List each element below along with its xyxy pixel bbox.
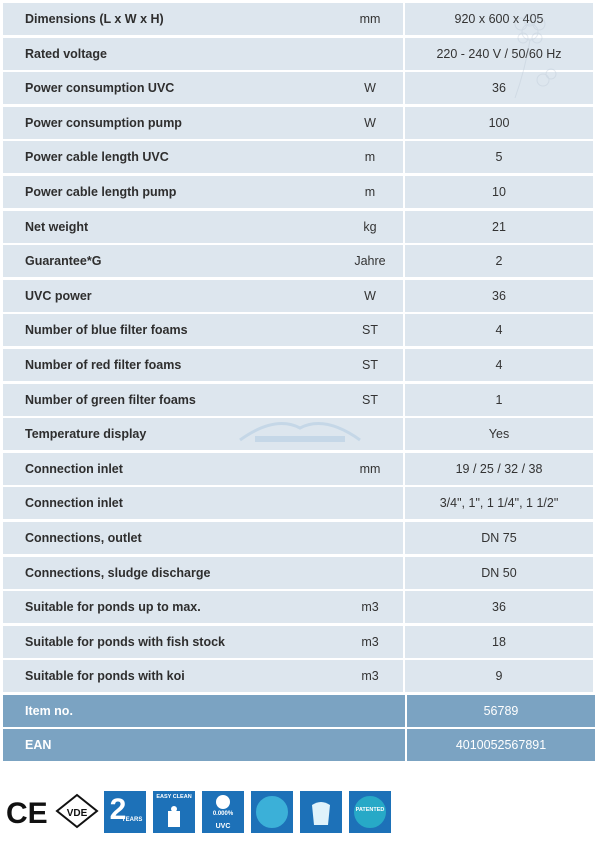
spec-rows <box>3 3 593 692</box>
spec-unit: Jahre <box>287 245 403 277</box>
spec-label: Number of red filter foams <box>3 349 287 381</box>
spec-label: Power consumption pump <box>3 107 287 139</box>
ean-value: 4010052567891 <box>405 729 595 761</box>
spec-label: Power cable length pump <box>3 176 287 208</box>
spec-unit: ST <box>287 384 403 416</box>
spec-value: 4 <box>405 314 593 346</box>
spec-row <box>3 591 593 623</box>
spec-value: 9 <box>405 660 593 692</box>
svg-text:VDE: VDE <box>66 808 88 819</box>
spec-label: UVC power <box>3 280 287 312</box>
easy-clean-badge-icon: EASY CLEAN <box>153 791 195 833</box>
spec-label: Number of blue filter foams <box>3 314 287 346</box>
spec-row <box>3 176 593 208</box>
spec-unit: m <box>287 176 403 208</box>
svg-text:CE: CE <box>6 797 48 830</box>
spec-unit: W <box>287 280 403 312</box>
spec-unit: mm <box>287 453 403 485</box>
spec-unit: mm <box>287 3 403 35</box>
spec-label: Suitable for ponds up to max. <box>3 591 287 623</box>
spec-row <box>3 487 593 519</box>
spec-row <box>3 245 593 277</box>
spec-label: Temperature display <box>3 418 287 450</box>
spec-label: Net weight <box>3 211 287 243</box>
brand-watermark-icon <box>235 410 365 450</box>
spec-row <box>3 557 593 589</box>
spec-value: 5 <box>405 141 593 173</box>
spec-label: Power consumption UVC <box>3 72 287 104</box>
flower-watermark-icon <box>495 10 565 100</box>
spec-label: Rated voltage <box>3 38 287 70</box>
uvc-badge-icon: 0.000% UVC <box>202 791 244 833</box>
spec-unit: m3 <box>287 591 403 623</box>
item-number-row <box>3 695 593 727</box>
certification-logos <box>5 789 400 835</box>
ce-mark-icon <box>5 789 51 835</box>
spec-row <box>3 453 593 485</box>
spec-unit <box>287 38 403 70</box>
spec-row <box>3 660 593 692</box>
spec-value: 3/4", 1", 1 1/4", 1 1/2" <box>405 487 593 519</box>
spec-value: 1 <box>405 384 593 416</box>
spec-unit <box>287 487 403 519</box>
spec-label: Dimensions (L x W x H) <box>3 3 287 35</box>
spec-value: 19 / 25 / 32 / 38 <box>405 453 593 485</box>
spec-value: 920 x 600 x 405 <box>405 3 593 35</box>
spec-label: Suitable for ponds with fish stock <box>3 626 287 658</box>
spec-value: Yes <box>405 418 593 450</box>
spec-value: 4 <box>405 349 593 381</box>
ean-label: EAN <box>3 729 287 761</box>
spec-table <box>3 3 593 764</box>
spec-row <box>3 522 593 554</box>
spec-label: Connection inlet <box>3 453 287 485</box>
spec-unit: m <box>287 141 403 173</box>
spec-value: 220 - 240 V / 50/60 Hz <box>405 38 593 70</box>
spec-value: 36 <box>405 591 593 623</box>
spec-row <box>3 314 593 346</box>
spec-row <box>3 280 593 312</box>
spec-row <box>3 141 593 173</box>
spec-value: 2 <box>405 245 593 277</box>
spec-value: 18 <box>405 626 593 658</box>
spec-label: Connections, outlet <box>3 522 287 554</box>
spec-unit: W <box>287 72 403 104</box>
spec-unit <box>287 522 403 554</box>
spec-unit: ST <box>287 349 403 381</box>
spec-row <box>3 349 593 381</box>
guarantee-badge-icon: 2 YEARS <box>104 791 146 833</box>
spec-label: Connection inlet <box>3 487 287 519</box>
spec-label: Power cable length UVC <box>3 141 287 173</box>
patented-badge-icon: PATENTED <box>349 791 391 833</box>
spec-unit: m3 <box>287 660 403 692</box>
spec-label: Connections, sludge discharge <box>3 557 287 589</box>
spec-unit: m3 <box>287 626 403 658</box>
spec-value: 36 <box>405 72 593 104</box>
spec-value: 10 <box>405 176 593 208</box>
spec-row <box>3 107 593 139</box>
spec-unit: ST <box>287 314 403 346</box>
spec-label: Number of green filter foams <box>3 384 287 416</box>
spec-value: DN 50 <box>405 557 593 589</box>
spec-row <box>3 211 593 243</box>
spec-value: 100 <box>405 107 593 139</box>
spec-label: Guarantee*G <box>3 245 287 277</box>
item-number-label: Item no. <box>3 695 287 727</box>
spec-value: DN 75 <box>405 522 593 554</box>
spec-unit: W <box>287 107 403 139</box>
spec-unit: kg <box>287 211 403 243</box>
spec-label: Suitable for ponds with koi <box>3 660 287 692</box>
item-number-value: 56789 <box>405 695 595 727</box>
spec-row <box>3 626 593 658</box>
spec-value: 36 <box>405 280 593 312</box>
water-badge-icon <box>251 791 293 833</box>
ean-row <box>3 729 593 761</box>
spec-unit <box>287 557 403 589</box>
cleaning-badge-icon <box>300 791 342 833</box>
spec-value: 21 <box>405 211 593 243</box>
